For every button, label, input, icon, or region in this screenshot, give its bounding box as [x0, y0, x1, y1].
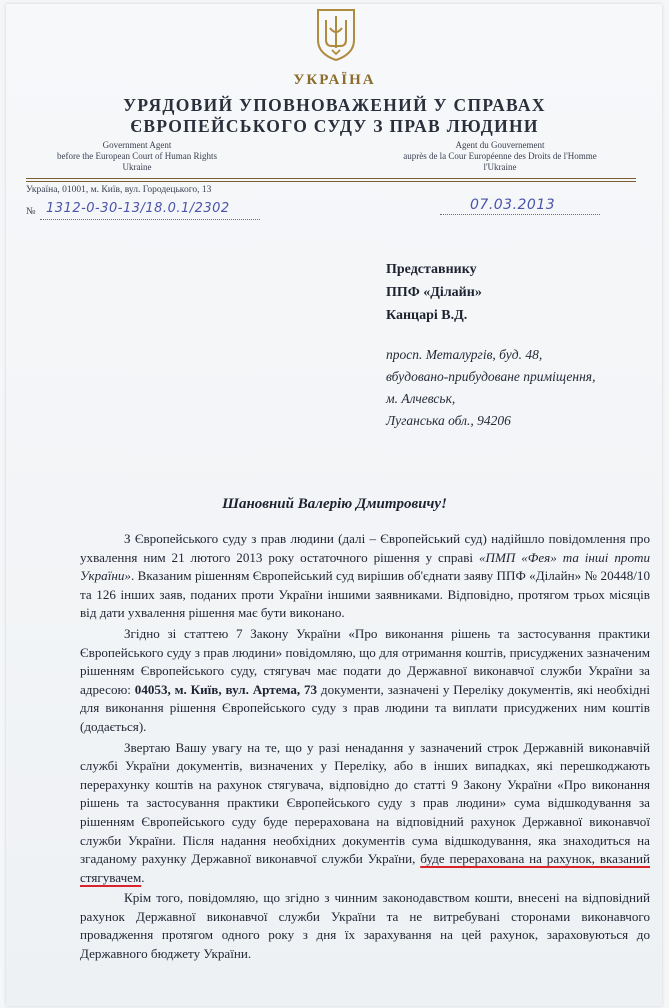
institution-title-line1: УРЯДОВИЙ УПОВНОВАЖЕНИЙ У СПРАВАХ — [123, 95, 546, 115]
letter-body — [80, 530, 650, 964]
agent-en-line1: Government Agent — [102, 140, 172, 150]
institution-title-line2: ЄВРОПЕЙСЬКОГО СУДУ З ПРАВ ЛЮДИНИ — [130, 116, 539, 136]
recipient-line1: Представнику — [386, 262, 477, 277]
agent-fr-line3: l'Ukraine — [483, 162, 517, 172]
paragraph-3: Звертаю Вашу увагу на те, що у разі ненадання у зазначений строк Державній виконавчій службі України документів, визначених у Переліку, або в інших випадках, які перешкоджають перерахунку коштів на рахунок стягувача, відповідно до статті 9 Закону України «Про виконання рішень та застосування практики Європейського суду з прав людини» сума відшкодування за рішенням Європейського суду буде перерахована на відповідний рахунок Державної виконавчої служби України. Після надання необхідних документів сума відшкодування, яка знаходиться на згаданому рахунку Державної виконавчої служби України, буде перерахована на рахунок, вказаний стягувачем. — [80, 739, 650, 885]
recipient-block — [386, 258, 482, 327]
sender-address: Україна, 01001, м. Київ, вул. Городецького, 13 — [26, 185, 212, 195]
header-divider-thin — [26, 181, 636, 182]
date-handwritten: 07.03.2013 — [470, 197, 556, 213]
recipient-line3: Канцарі В.Д. — [386, 308, 468, 323]
recipient-address — [386, 344, 595, 432]
agent-en-line3: Ukraine — [122, 162, 152, 172]
reference-prefix: № — [26, 206, 36, 217]
agent-title-french — [360, 140, 640, 173]
agent-en-line2: before the European Court of Human Rights — [57, 151, 217, 161]
recipient-addr-line3: м. Алчевськ, — [386, 391, 456, 406]
agent-fr-line2: auprès de la Cour Européenne des Droits de l'Homme — [403, 151, 597, 161]
agent-title-english — [22, 140, 252, 173]
underlined-phrase: буде перерахована на рахунок, вказаний стягувачем — [80, 851, 650, 885]
agent-fr-line1: Agent du Gouvernement — [455, 140, 545, 150]
service-address: 04053, м. Київ, вул. Артема, 73 — [134, 681, 318, 697]
greeting: Шановний Валерію Дмитровичу! — [222, 496, 447, 512]
reference-number-handwritten: 1312-0-30-13/18.0.1/2302 — [46, 201, 230, 216]
paragraph-4: Крім того, повідомляю, що згідно з чинним законодавством кошти, внесені на відповідний рахунок Державної виконавчої служби України та не витребувані сторонами виконавчого провадження протягом одного року з дня їх зарахування на цей рахунок, зараховуються до Державного бюджету України. — [80, 890, 650, 962]
paragraph-1: З Європейського суду з прав людини (далі – Європейський суд) надійшло повідомлення про ухвалення ним 21 лютого 2013 року остаточного рішення у справі «ПМП «Фея» та інші проти України». Вказаним рішенням Європейський суд вирішив об'єднати заяву ППФ «Ділайн» № 20448/10 та 126 інших заяв, поданих проти України іншими заявниками. Відповідно, протягом трьох місяців від дати ухвалення рішення має бути виконано. — [80, 531, 650, 621]
recipient-line2: ППФ «Ділайн» — [386, 285, 482, 300]
date-dotted-line — [440, 214, 600, 215]
recipient-addr-line2: вбудовано-прибудоване приміщення, — [386, 369, 596, 384]
reference-dotted-line — [40, 219, 260, 220]
header-divider — [26, 178, 636, 179]
country-heading: УКРАЇНА — [293, 72, 376, 88]
recipient-addr-line4: Луганська обл., 94206 — [386, 413, 511, 428]
paragraph-2: Згідно зі статтею 7 Закону України «Про виконання рішень та застосування практики Європейського суду з прав людини» повідомляю, що для отримання коштів, присуджених зазначеним рішенням Європейського суду, стягувач має подати до Державної виконавчої служби України за адресою: 04053, м. Київ, вул. Артема, 73 документи, зазначені у Переліку документів, які необхідні для виконання рішення Європейського суду з прав людини та виплати присуджених ним коштів (додається). — [80, 625, 650, 734]
trident-emblem-icon — [314, 8, 358, 62]
case-name: «ПМП «Фея» та інші проти України» — [80, 549, 650, 584]
recipient-addr-line1: просп. Металургів, буд. 48, — [386, 347, 543, 362]
